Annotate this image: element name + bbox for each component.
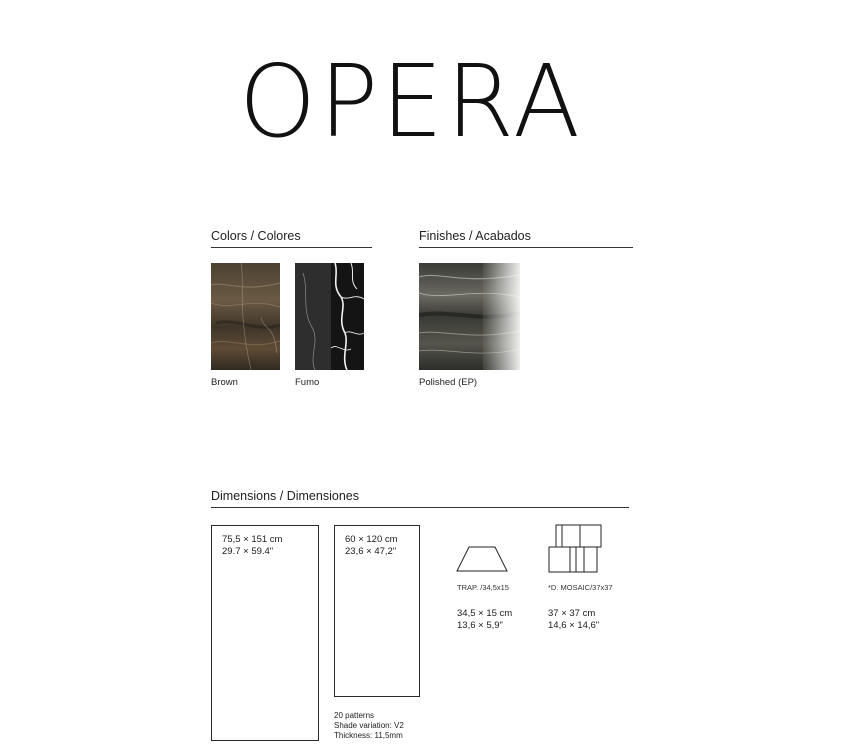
trap-metric: 34,5 × 15 cm [457, 608, 513, 619]
mosaic-size [548, 608, 599, 632]
trap-imperial: 13,6 × 5,9" [457, 620, 503, 631]
polished-label: Polished (EP) [419, 377, 478, 388]
mosaic-metric: 37 × 37 cm [548, 608, 596, 619]
mosaic-code: *D. MOSAIC/37x37 [548, 583, 613, 592]
large-format-metric: 75,5 × 151 cm [222, 534, 283, 545]
brown-swatch [211, 263, 280, 370]
trap-code: TRAP. /34,5x15 [457, 583, 509, 592]
dimensions-heading: Dimensions / Dimensiones [211, 489, 629, 508]
product-notes [334, 711, 404, 741]
brown-label: Brown [211, 377, 238, 388]
thickness-note: Thickness: 11,5mm [334, 731, 403, 740]
medium-format-metric: 60 × 120 cm [345, 534, 398, 545]
trapezoid-shape-icon [456, 546, 508, 572]
large-format-box [211, 525, 319, 741]
finishes-heading: Finishes / Acabados [419, 229, 633, 248]
fumo-label: Fumo [295, 377, 320, 388]
trap-size [457, 608, 512, 632]
medium-format-imperial: 23,6 × 47,2" [345, 546, 397, 557]
mosaic-shape-icon [548, 524, 602, 574]
patterns-note: 20 patterns [334, 711, 375, 720]
mosaic-imperial: 14,6 × 14,6" [548, 620, 600, 631]
medium-format-box [334, 525, 420, 697]
product-title: OPERA [239, 43, 584, 160]
polished-swatch [419, 263, 520, 370]
shade-variation-note: Shade variation: V2 [334, 721, 404, 730]
fumo-swatch [295, 263, 364, 370]
large-format-imperial: 29.7 × 59.4" [222, 546, 274, 557]
colors-heading: Colors / Colores [211, 229, 372, 248]
